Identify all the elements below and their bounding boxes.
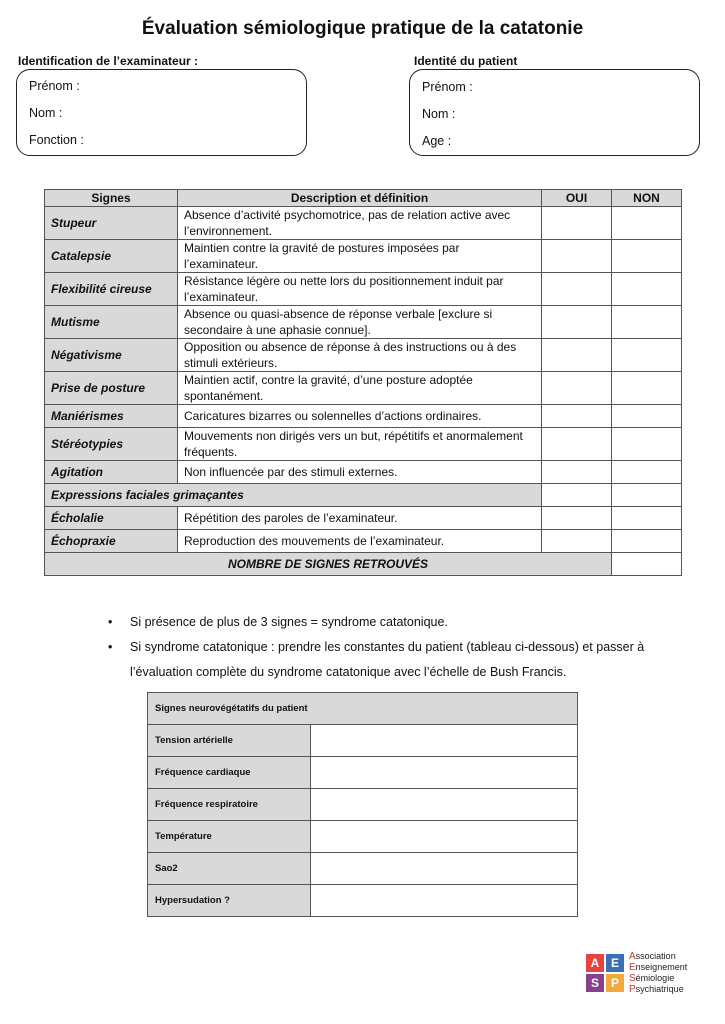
table-row	[45, 372, 682, 405]
table-row	[45, 405, 682, 428]
examiner-lastname-label: Nom :	[29, 106, 63, 120]
vitals-header-row	[148, 693, 578, 725]
vital-label: Hypersudation ?	[148, 885, 311, 917]
sign-description: Non influencée par des stimuli externes.	[178, 461, 542, 484]
oui-cell[interactable]	[542, 428, 612, 461]
sign-description: Maintien contre la gravité de postures imposées par l’examinateur.	[178, 240, 542, 273]
sign-name: Échopraxie	[45, 530, 178, 553]
patient-heading: Identité du patient	[414, 54, 518, 68]
total-row	[45, 553, 682, 576]
vitals-header: Signes neurovégétatifs du patient	[148, 693, 578, 725]
oui-cell[interactable]	[542, 530, 612, 553]
non-cell[interactable]	[612, 273, 682, 306]
non-cell[interactable]	[612, 405, 682, 428]
sign-name: Stupeur	[45, 207, 178, 240]
logo-word: émiologie	[635, 973, 675, 983]
sign-name: Agitation	[45, 461, 178, 484]
sign-description: Absence ou quasi-absence de réponse verbale [exclure si secondaire à une aphasie connue].	[178, 306, 542, 339]
non-cell[interactable]	[612, 428, 682, 461]
table-row	[148, 885, 578, 917]
sign-description: Répétition des paroles de l’examinateur.	[178, 507, 542, 530]
oui-cell[interactable]	[542, 306, 612, 339]
instructions-list	[108, 610, 668, 685]
bullet-icon: •	[108, 640, 113, 654]
logo-letter-s: S	[586, 974, 604, 992]
header-signs: Signes	[45, 190, 178, 207]
patient-box	[409, 69, 700, 156]
sign-name: Catalepsie	[45, 240, 178, 273]
non-cell[interactable]	[612, 372, 682, 405]
sign-name: Expressions faciales grimaçantes	[45, 484, 542, 507]
table-row	[45, 273, 682, 306]
aesp-logo	[584, 948, 704, 1000]
examiner-heading: Identification de l’examinateur :	[18, 54, 199, 68]
list-item	[108, 610, 668, 635]
header-oui: OUI	[542, 190, 612, 207]
table-row	[45, 484, 682, 507]
logo-word: sychiatrique	[635, 984, 684, 994]
sign-description: Résistance légère ou nette lors du positionnement induit par l’examinateur.	[178, 273, 542, 306]
logo-letter-e: E	[606, 954, 624, 972]
logo-word: nseignement	[635, 962, 688, 972]
patient-firstname-label: Prénom :	[422, 80, 473, 94]
logo-cap: E	[629, 962, 636, 973]
logo-wordmark	[629, 951, 687, 995]
header-description: Description et définition	[178, 190, 542, 207]
sign-name: Flexibilité cireuse	[45, 273, 178, 306]
sign-name: Écholalie	[45, 507, 178, 530]
vital-label: Fréquence respiratoire	[148, 789, 311, 821]
vital-label: Sao2	[148, 853, 311, 885]
oui-cell[interactable]	[542, 484, 612, 507]
oui-cell[interactable]	[542, 207, 612, 240]
vital-value-cell[interactable]	[311, 757, 578, 789]
sign-description: Mouvements non dirigés vers un but, répétitifs et anormalement fréquents.	[178, 428, 542, 461]
sign-name: Maniérismes	[45, 405, 178, 428]
sign-name: Stéréotypies	[45, 428, 178, 461]
total-cell[interactable]	[612, 553, 682, 576]
oui-cell[interactable]	[542, 461, 612, 484]
list-item	[108, 635, 668, 685]
sign-name: Négativisme	[45, 339, 178, 372]
non-cell[interactable]	[612, 530, 682, 553]
table-row	[45, 507, 682, 530]
vital-value-cell[interactable]	[311, 789, 578, 821]
table-row	[45, 428, 682, 461]
logo-cap: A	[629, 951, 636, 962]
table-row	[148, 789, 578, 821]
sign-description: Caricatures bizarres ou solennelles d’actions ordinaires.	[178, 405, 542, 428]
non-cell[interactable]	[612, 461, 682, 484]
header-non: NON	[612, 190, 682, 207]
logo-letter-a: A	[586, 954, 604, 972]
examiner-firstname-label: Prénom :	[29, 79, 80, 93]
table-row	[148, 853, 578, 885]
oui-cell[interactable]	[542, 240, 612, 273]
examiner-function-label: Fonction :	[29, 133, 84, 147]
logo-cap: S	[629, 973, 636, 984]
non-cell[interactable]	[612, 484, 682, 507]
instruction-text: Si présence de plus de 3 signes = syndrome catatonique.	[130, 615, 448, 629]
non-cell[interactable]	[612, 207, 682, 240]
vital-label: Tension artérielle	[148, 725, 311, 757]
sign-name: Prise de posture	[45, 372, 178, 405]
non-cell[interactable]	[612, 507, 682, 530]
oui-cell[interactable]	[542, 273, 612, 306]
logo-word: ssociation	[635, 951, 676, 961]
table-row	[148, 757, 578, 789]
non-cell[interactable]	[612, 339, 682, 372]
signs-table	[44, 189, 682, 576]
bullet-icon: •	[108, 615, 113, 629]
table-row	[45, 530, 682, 553]
page-title: Évaluation sémiologique pratique de la catatonie	[141, 18, 584, 39]
examiner-box	[16, 69, 307, 156]
table-header-row	[45, 190, 682, 207]
oui-cell[interactable]	[542, 339, 612, 372]
vital-value-cell[interactable]	[311, 885, 578, 917]
instruction-text: Si syndrome catatonique : prendre les constantes du patient (tableau ci-dessous) et passer à l’évaluation complète du syndrome catatonique avec l’échelle de Bush Francis.	[130, 640, 645, 679]
sign-description: Absence d’activité psychomotrice, pas de relation active avec l’environnement.	[178, 207, 542, 240]
table-row	[45, 339, 682, 372]
non-cell[interactable]	[612, 306, 682, 339]
patient-age-label: Age :	[422, 134, 452, 148]
total-label: NOMBRE DE SIGNES RETROUVÉS	[45, 553, 612, 576]
patient-lastname-label: Nom :	[422, 107, 456, 121]
sign-description: Opposition ou absence de réponse à des instructions ou à des stimuli extérieurs.	[178, 339, 542, 372]
oui-cell[interactable]	[542, 405, 612, 428]
logo-cap: P	[629, 984, 636, 995]
vital-value-cell[interactable]	[311, 725, 578, 757]
sign-name: Mutisme	[45, 306, 178, 339]
vital-value-cell[interactable]	[311, 821, 578, 853]
vitals-table	[147, 692, 578, 917]
vital-label: Fréquence cardiaque	[148, 757, 311, 789]
table-row	[148, 725, 578, 757]
logo-letter-p: P	[606, 974, 624, 992]
oui-cell[interactable]	[542, 507, 612, 530]
table-row	[148, 821, 578, 853]
table-row	[45, 461, 682, 484]
table-row	[45, 240, 682, 273]
non-cell[interactable]	[612, 240, 682, 273]
vital-label: Température	[148, 821, 311, 853]
sign-description: Reproduction des mouvements de l’examinateur.	[178, 530, 542, 553]
oui-cell[interactable]	[542, 372, 612, 405]
table-row	[45, 306, 682, 339]
table-row	[45, 207, 682, 240]
vital-value-cell[interactable]	[311, 853, 578, 885]
sign-description: Maintien actif, contre la gravité, d’une posture adoptée spontanément.	[178, 372, 542, 405]
